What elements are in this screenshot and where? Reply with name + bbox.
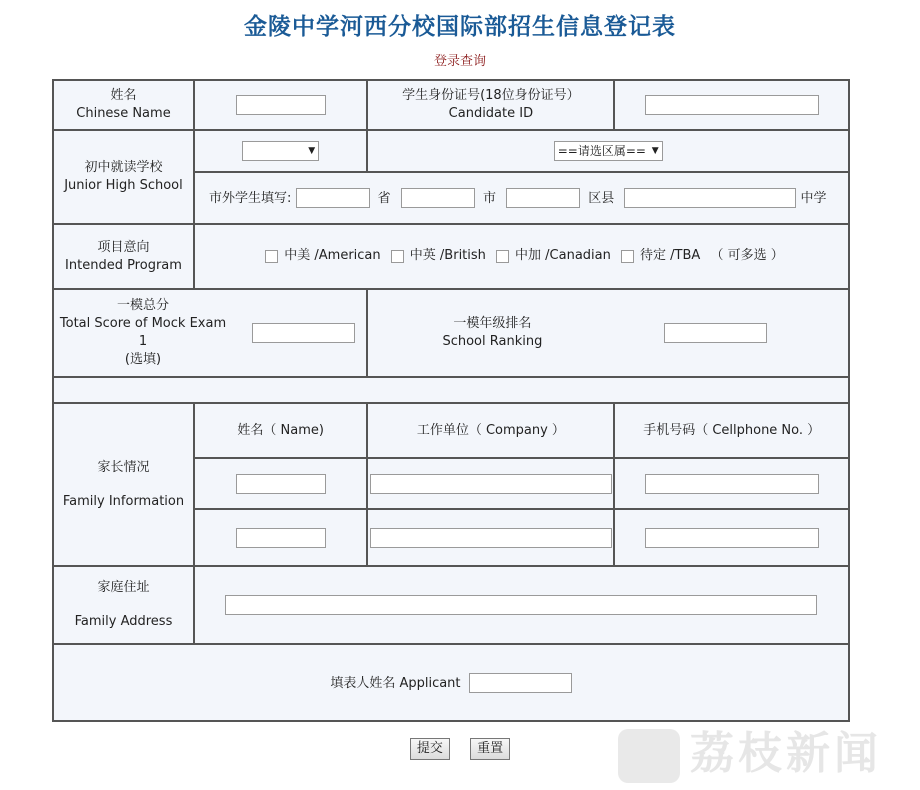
program-label-cn: 项目意向 [97, 239, 150, 255]
id-label-cn: 学生身份证号(18位身份证号） [402, 88, 580, 103]
ranking-label-cn: 一模年级排名 [453, 316, 532, 331]
mock-label-block [54, 297, 232, 369]
mock-score-layout [54, 297, 366, 369]
city-suffix: 市 [482, 191, 496, 206]
option-tba-label: 待定 /TBA [640, 248, 701, 264]
watermark-text: 荔枝新闻 [690, 728, 882, 779]
name-input-cell [194, 80, 367, 130]
mock-label-en: Total Score of Mock Exam 1 [59, 316, 227, 349]
city-input[interactable] [401, 188, 475, 208]
ranking-layout [368, 315, 848, 351]
ranking-label-block [368, 315, 616, 351]
school-label-cell [53, 130, 194, 224]
outside-city-label: 市外学生填写: [208, 191, 292, 206]
mock-score-cell [53, 289, 367, 377]
program-label-en: Intended Program [65, 257, 182, 273]
school-ranking-input[interactable] [664, 323, 767, 343]
parent1-phone-cell [614, 458, 849, 509]
watermark [618, 720, 918, 788]
registration-form [52, 79, 850, 722]
parent1-company-input[interactable] [370, 474, 612, 494]
lychee-logo-icon [618, 729, 680, 783]
id-input-cell [614, 80, 849, 130]
school-suffix: 中学 [800, 191, 827, 206]
mock-label-note: (选填) [124, 352, 162, 367]
district-select-value: ==请选区属== [557, 144, 646, 158]
ranking-input-block [616, 315, 848, 351]
province-input[interactable] [296, 188, 370, 208]
parent2-company-input[interactable] [370, 528, 612, 548]
family-address-input[interactable] [225, 595, 817, 615]
address-label-gap [54, 597, 193, 613]
id-label-en: Candidate ID [448, 106, 534, 121]
family-col-name: 姓名（ Name) [194, 403, 367, 458]
address-label-en: Family Address [74, 614, 173, 629]
family-label-cn: 家长情况 [97, 459, 150, 475]
district-select-cell [367, 130, 849, 172]
applicant-name-input[interactable] [469, 673, 572, 693]
parent1-name-cell [194, 458, 367, 509]
parent2-name-input[interactable] [236, 528, 326, 548]
page-title: 金陵中学河西分校国际部招生信息登记表 [244, 14, 676, 40]
parent1-name-input[interactable] [236, 474, 326, 494]
parent2-company-cell [367, 509, 614, 566]
parent2-phone-input[interactable] [645, 528, 819, 548]
login-query-link[interactable]: 登录查询 [433, 54, 486, 69]
school-label-en: Junior High School [64, 178, 183, 193]
program-label-cell [53, 224, 194, 289]
family-label-gap [54, 477, 193, 493]
ranking-cell [367, 289, 849, 377]
candidate-id-input[interactable] [645, 95, 819, 115]
option-canadian-label: 中加 /Canadian [515, 248, 611, 264]
school-select[interactable] [242, 141, 319, 161]
applicant-label: 填表人姓名 Applicant [330, 675, 461, 691]
reset-button[interactable]: 重置 [470, 738, 510, 760]
multi-select-note: （ 可多选 ） [710, 248, 784, 264]
county-suffix: 区县 [588, 191, 615, 206]
name-label-en: Chinese Name [76, 106, 171, 121]
district-select[interactable] [554, 141, 663, 161]
family-label-en: Family Information [62, 493, 185, 509]
mock-score-input[interactable] [252, 323, 355, 343]
parent1-company-cell [367, 458, 614, 509]
school-label-cn: 初中就读学校 [84, 160, 163, 175]
submit-button[interactable]: 提交 [410, 738, 450, 760]
id-label-cell [367, 80, 614, 130]
mock-input-block [232, 297, 366, 369]
province-suffix: 省 [377, 191, 391, 206]
checkbox-american[interactable] [265, 250, 278, 263]
family-label-cell [53, 403, 194, 566]
mock-label-cn: 一模总分 [116, 298, 169, 313]
school-select-cell [194, 130, 367, 172]
applicant-cell [53, 644, 849, 721]
name-label-cell [53, 80, 194, 130]
address-label-cell [53, 566, 194, 644]
parent1-phone-input[interactable] [645, 474, 819, 494]
checkbox-tba[interactable] [621, 250, 634, 263]
family-col-phone: 手机号码（ Cellphone No. ） [614, 403, 849, 458]
program-options-cell [194, 224, 849, 289]
ranking-label-en: School Ranking [442, 334, 543, 349]
chevron-down-icon: ▼ [308, 146, 316, 156]
address-label-cn: 家庭住址 [97, 580, 150, 595]
chinese-name-input[interactable] [236, 95, 326, 115]
county-input[interactable] [506, 188, 580, 208]
parent2-phone-cell [614, 509, 849, 566]
family-col-company: 工作单位（ Company ） [367, 403, 614, 458]
spacer-row [53, 377, 849, 403]
name-label-cn: 姓名 [110, 88, 137, 103]
school-name-input[interactable] [624, 188, 796, 208]
chevron-down-icon: ▼ [651, 146, 659, 156]
option-american-label: 中美 /American [284, 248, 381, 264]
checkbox-british[interactable] [391, 250, 404, 263]
outside-city-cell [194, 172, 849, 224]
option-british-label: 中英 /British [409, 248, 486, 264]
checkbox-canadian[interactable] [496, 250, 509, 263]
address-input-cell [194, 566, 849, 644]
parent2-name-cell [194, 509, 367, 566]
